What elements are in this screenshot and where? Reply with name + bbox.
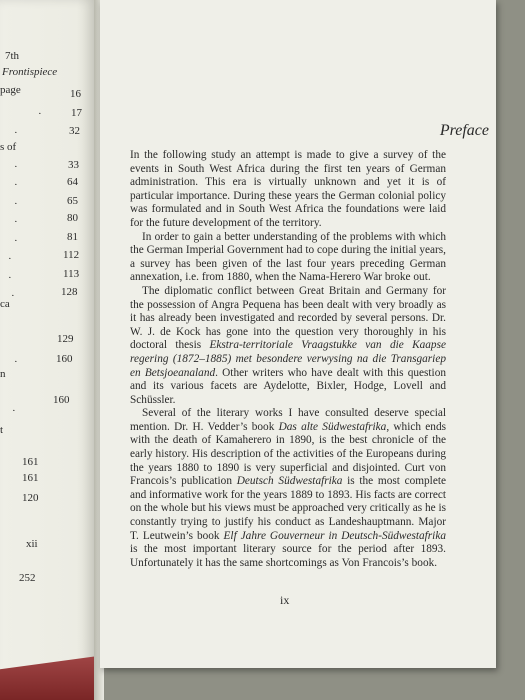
text-run: In order to gain a better understanding of the problems with which the German Imperial Government had to cope during the initial years, a survey has been given of the last four years preceding German annexation, i.e. from 1880, when the Nama-Herero War broke out. [130, 230, 446, 284]
left-page-entry: 81 [67, 231, 78, 243]
left-page-entry: · [11, 290, 15, 302]
left-page-entry: 161 [22, 456, 39, 468]
left-page-shadow [0, 0, 96, 700]
left-page-entry: · [14, 127, 18, 139]
left-page-entry: 7th [5, 50, 20, 62]
left-page-entry: 161 [22, 472, 39, 484]
preface-paragraph [130, 285, 446, 407]
left-page-entry: 120 [22, 492, 39, 504]
preface-body [130, 149, 446, 570]
left-page-entry: n [0, 368, 6, 380]
left-page-entry: 252 [19, 572, 36, 584]
left-page-entry: · [8, 253, 12, 265]
text-run: . Other writers who have dealt with this question and its various facets are Aydelotte, Bixler, Hodge, Lovell and Schüssler. [130, 366, 446, 406]
page-number: ix [280, 593, 290, 607]
left-page-entry: s of [0, 141, 17, 153]
left-page-entry: · [14, 179, 18, 191]
text-run: is the most important literary source for the period after 1893. Unfortunately it has the same shortcomings as Von Francois’s book. [130, 543, 446, 569]
left-page-entry: 128 [61, 286, 78, 298]
left-page-entry: 32 [69, 125, 80, 137]
text-run: is the most complete and informative work for the years 1889 to 1893. His facts are correct on the whole but his views must be approached very critically as he is constantly trying to justify his conduct as Landeshauptmann. Major T. Leutwein’s book [130, 475, 446, 542]
left-page-entry: 80 [67, 212, 78, 224]
italic-title-run: Ekstra-territoriale Vraagstukke van die Kaapse regering (1872–1885) met besondere verwysing na die Transgariep en Betsjoeanaland [130, 339, 446, 379]
left-page-entry: 33 [68, 159, 79, 171]
left-page-entry: · [14, 161, 18, 173]
left-page-entry: 160 [53, 394, 70, 406]
text-run: , which ends with the death of Kamaherero in 1890, is the best chronicle of the early history. His description of the activities of the Europeans during the years 1880 to 1890 is very superficial and disjointed. Curt von Francois’s publication [130, 420, 446, 488]
left-page-entry: 113 [63, 268, 80, 280]
left-page-entry: · [14, 216, 18, 228]
left-page-entry: · [14, 198, 18, 210]
left-page-entry: · [38, 108, 42, 120]
italic-title-run: Elf Jahre Gouverneur in Deutsch-Südwestafrika [223, 529, 446, 542]
left-page-entry: t [0, 424, 4, 436]
italic-title-run: Deutsch Südwestafrika [236, 475, 343, 488]
left-page-entry: 16 [70, 88, 81, 100]
preface-paragraph [130, 231, 446, 285]
text-run: In the following study an attempt is made to give a survey of the events in South West Africa during the first ten years of German administration. This era is virtually unknown and yet it is of particular importance. During these years the German colonial policy was formulated and in South West Africa the foundations were laid for the future development of the territory. [130, 149, 446, 229]
italic-title-run: Das alte Südwestafrika [278, 420, 387, 433]
left-page-entry: page [0, 84, 21, 96]
text-run: The diplomatic conflict between Great Britain and Germany for the possession of Angra Pequena has been dealt with very broadly as it has already been investigated and recorded by several persons. Dr. W. J. de Kock has gone into the question very thoroughly in his doctoral thesis [130, 284, 446, 352]
left-page-entry: Frontispiece [2, 66, 58, 78]
left-page-entry: · [14, 356, 18, 368]
left-page-entry: xii [26, 538, 38, 550]
left-page-entry: 64 [67, 176, 78, 188]
left-page-entry: 112 [63, 249, 80, 261]
preface-paragraph [130, 407, 446, 570]
preface-paragraph [130, 149, 446, 231]
left-page-entry: ca [0, 298, 10, 310]
left-page-entry: 65 [67, 195, 78, 207]
left-page-entry: 17 [71, 107, 82, 119]
left-page-entry: 160 [56, 353, 73, 365]
left-page-entry: 129 [57, 333, 74, 345]
left-page-entry: · [8, 272, 12, 284]
left-page-entry: · [14, 235, 18, 247]
preface-heading: Preface [439, 122, 489, 139]
text-run: Several of the literary works I have consulted deserve special mention. Dr. H. Vedder’s book [130, 407, 446, 433]
left-page-entry: · [12, 405, 16, 417]
